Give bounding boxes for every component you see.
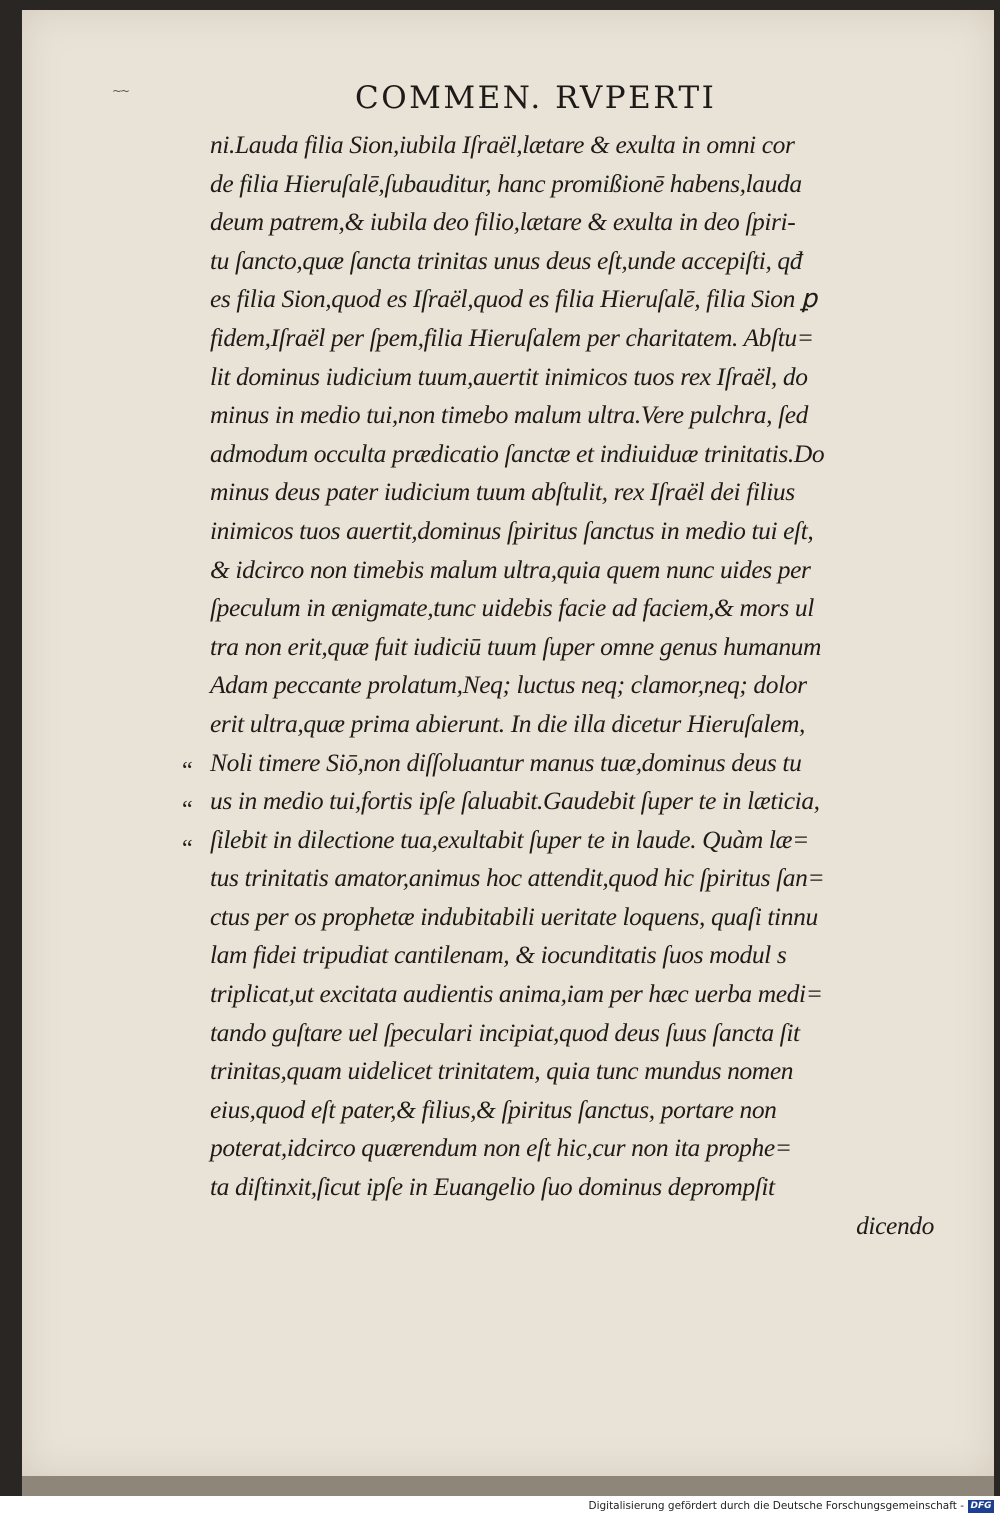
text-line: admodum occulta prædicatio ſanctæ et indiuiduæ trinitatis.Do	[210, 438, 825, 468]
text-line: inimicos tuos auertit,dominus ſpiritus ſanctus in medio tui eſt,	[210, 515, 814, 545]
text-line: ta diſtinxit,ſicut ipſe in Euangelio ſuo dominus deprompſit	[210, 1172, 775, 1202]
footer-credit: Digitalisierung gefördert durch die Deutsche Forschungsgemeinschaft -	[588, 1500, 964, 1512]
fold-mark: ~~	[112, 84, 129, 98]
text-line: us in medio tui,fortis ipſe ſaluabit.Gaudebit ſuper te in læticia,	[210, 786, 820, 816]
text-line: deum patrem,& iubila deo filio,lætare & exulta in deo ſpiri-	[210, 207, 796, 237]
catchword: dicendo	[856, 1210, 934, 1240]
text-line: ſpeculum in ænigmate,tunc uidebis facie ad faciem,& mors ul	[210, 593, 814, 623]
text-line: eius,quod eſt pater,& filius,& ſpiritus ſanctus, portare non	[210, 1094, 777, 1124]
text-line: erit ultra,quæ prima abierunt. In die illa dicetur Hieruſalem,	[210, 708, 805, 738]
text-line: es filia Sion,quod es Iſraël,quod es filia Hieruſalē, filia Sion ꝑ	[210, 284, 817, 314]
text-line: minus deus pater iudicium tuum abſtulit, rex Iſraël dei filius	[210, 477, 795, 507]
text-line: trinitas,quam uidelicet trinitatem, quia tunc mundus nomen	[210, 1056, 794, 1086]
margin-quote-marker: “	[182, 758, 193, 784]
text-block	[210, 126, 950, 1245]
text-line: lit dominus iudicium tuum,auertit inimicos tuos rex Iſraël, do	[210, 361, 808, 391]
text-line: tu ſancto,quæ ſancta trinitas unus deus eſt,unde accepiſti, qđ	[210, 245, 803, 275]
text-line: ſilebit in dilectione tua,exultabit ſuper te in laude. Quàm læ=	[210, 824, 809, 854]
text-line: triplicat,ut excitata audientis anima,iam per hæc uerba medi=	[210, 979, 823, 1009]
text-line: Noli timere Siō,non diſſoluantur manus tuæ,dominus deus tu	[210, 747, 802, 777]
text-line: & idcirco non timebis malum ultra,quia quem nunc uides per	[210, 554, 811, 584]
running-head: COMMEN. RVPERTI	[355, 80, 717, 116]
text-line: de filia Hieruſalē,ſubauditur, hanc promißionē habens,lauda	[210, 168, 802, 198]
text-line: tando guſtare uel ſpeculari incipiat,quod deus ſuus ſancta ſit	[210, 1017, 800, 1047]
text-line: poterat,idcirco quærendum non eſt hic,cur non ita prophe=	[210, 1133, 792, 1163]
dfg-logo: DFG	[968, 1500, 994, 1513]
page-edge	[22, 1476, 994, 1496]
margin-quote-marker: “	[182, 836, 193, 862]
text-line: ni.Lauda filia Sion,iubila Iſraël,lætare & exulta in omni cor	[210, 130, 795, 159]
margin-quote-marker: “	[182, 797, 193, 823]
text-line: Adam peccante prolatum,Neq; luctus neq; clamor,neq; dolor	[210, 670, 807, 700]
text-line: fidem,Iſraël per ſpem,filia Hieruſalem per charitatem. Abſtu=	[210, 322, 814, 352]
text-line: lam fidei tripudiat cantilenam, & iocunditatis ſuos modul s	[210, 940, 787, 970]
text-line: tus trinitatis amator,animus hoc attendit,quod hic ſpiritus ſan=	[210, 863, 825, 893]
text-line: ctus per os prophetæ indubitabili ueritate loquens, quaſi tinnu	[210, 901, 818, 931]
text-line: tra non erit,quæ fuit iudiciū tuum ſuper omne genus humanum	[210, 631, 822, 661]
text-line: minus in medio tui,non timebo malum ultra.Vere pulchra, ſed	[210, 400, 809, 430]
